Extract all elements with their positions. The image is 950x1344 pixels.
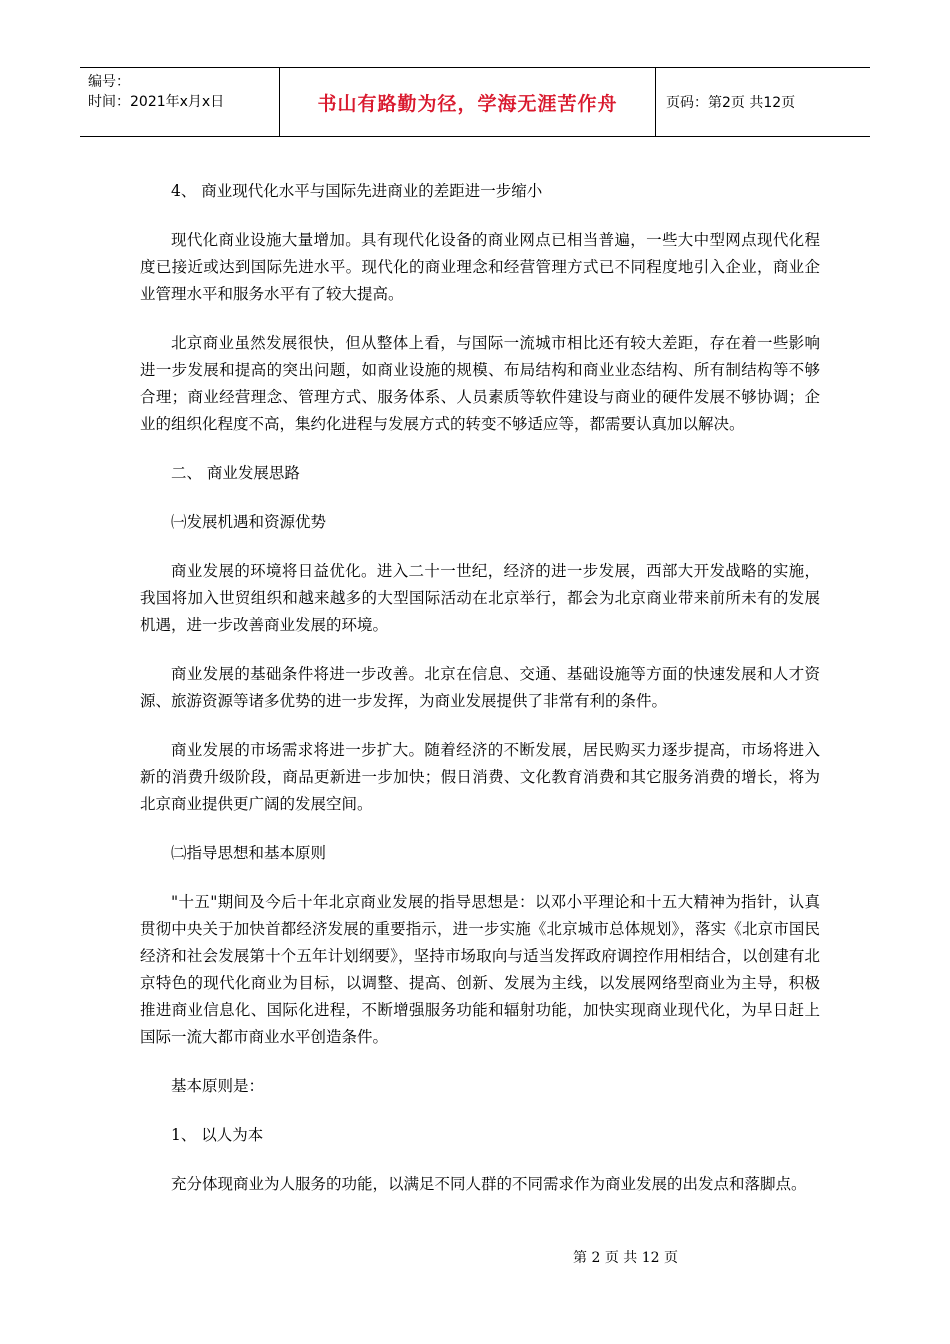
body-paragraph: 商业发展的基础条件将进一步改善。北京在信息、交通、基础设施等方面的快速发展和人才资源、旅游资源等诸多优势的进一步发挥，为商业发展提供了非常有利的条件。 xyxy=(140,665,820,710)
body-paragraph: "十五"期间及今后十年北京商业发展的指导思想是：以邓小平理论和十五大精神为指针，认真贯彻中央关于加快首都经济发展的重要指示，进一步实施《北京城市总体规划》，落实《北京市国民经济和社会发展第十个五年计划纲要》，坚持市场取向与适当发挥政府调控作用相结合，以创建有北京特色的现代化商业为目标，以调整、提高、创新、发展为主线，以发展网络型商业为主导，积极推进商业信息化、国际化进程，不断增强服务功能和辐射功能，加快实现商业现代化，为早日赶上国际一流大都市商业水平创造条件。 xyxy=(140,893,820,1046)
document-body xyxy=(140,178,820,1220)
body-paragraph: 商业发展的市场需求将进一步扩大。随着经济的不断发展，居民购买力逐步提高，市场将进入新的消费升级阶段，商品更新进一步加快；假日消费、文化教育消费和其它服务消费的增长，将为北京商业提供更广阔的发展空间。 xyxy=(140,741,820,813)
body-paragraph: 充分体现商业为人服务的功能，以满足不同人群的不同需求作为商业发展的出发点和落脚点。 xyxy=(171,1175,807,1193)
section-heading: 4、 商业现代化水平与国际先进商业的差距进一步缩小 xyxy=(171,182,543,200)
header-page-info: 页码：第2页 共12页 xyxy=(666,95,796,111)
page-header xyxy=(80,67,870,137)
section-heading: 二、 商业发展思路 xyxy=(171,464,300,482)
body-paragraph: 北京商业虽然发展很快，但从整体上看，与国际一流城市相比还有较大差距，存在着一些影响进一步发展和提高的突出问题，如商业设施的规模、布局结构和商业业态结构、所有制结构等不够合理；商业经营理念、管理方式、服务体系、人员素质等软件建设与商业的硬件发展不够协调；企业的组织化程度不高，集约化进程与发展方式的转变不够适应等，都需要认真加以解决。 xyxy=(140,334,820,433)
body-paragraph: 商业发展的环境将日益优化。进入二十一世纪，经济的进一步发展，西部大开发战略的实施，我国将加入世贸组织和越来越多的大型国际活动在北京举行，都会为北京商业带来前所未有的发展机遇，进一步改善商业发展的环境。 xyxy=(140,562,820,634)
document-number-label: 编号： xyxy=(88,74,130,90)
header-meta xyxy=(80,68,280,136)
subsection-heading: ㈡指导思想和基本原则 xyxy=(171,844,327,862)
document-date-label: 时间：2021年x月x日 xyxy=(88,94,225,110)
page-footer: 第 2 页 共 12 页 xyxy=(573,1250,678,1266)
body-paragraph: 现代化商业设施大量增加。具有现代化设备的商业网点已相当普遍，一些大中型网点现代化程度已接近或达到国际先进水平。现代化的商业理念和经营管理方式已不同程度地引入企业，商业企业管理水平和服务水平有了较大提高。 xyxy=(140,231,820,303)
subsection-heading: ㈠发展机遇和资源优势 xyxy=(171,513,327,531)
section-heading: 1、 以人为本 xyxy=(171,1126,264,1144)
header-motto: 书山有路勤为径，学海无涯苦作舟 xyxy=(280,68,656,136)
body-paragraph: 基本原则是： xyxy=(171,1077,265,1095)
